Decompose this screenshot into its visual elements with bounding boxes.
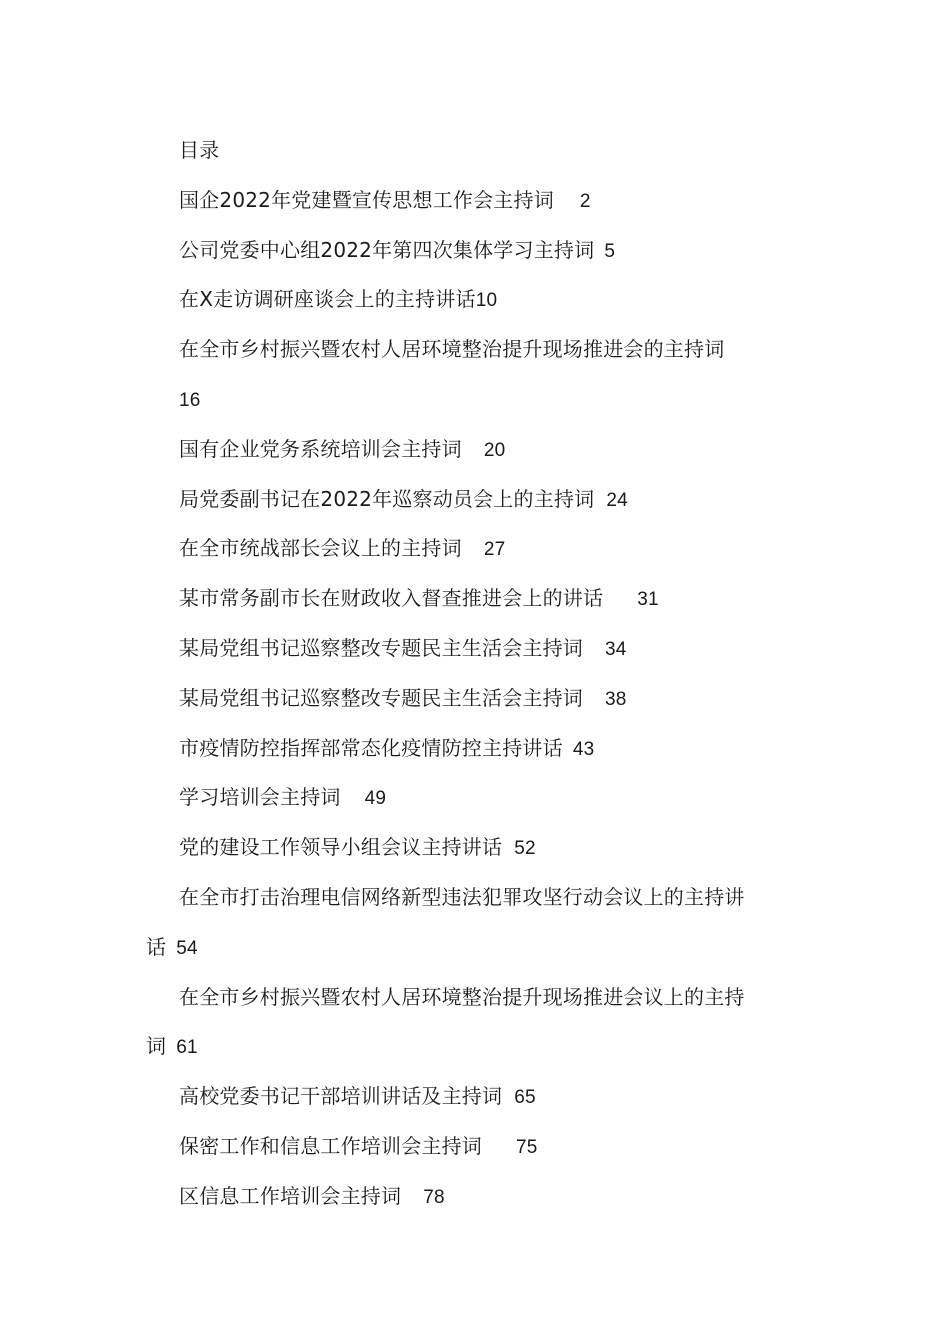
toc-entry-page: 49: [364, 788, 387, 810]
toc-entry-title: 某局党组书记巡察整改专题民主生活会主持词: [179, 685, 583, 710]
toc-entry-page: 24: [606, 489, 628, 511]
toc-entry[interactable]: [146, 475, 816, 525]
toc-entry-page: 65: [514, 1087, 536, 1109]
toc-entry[interactable]: [146, 1122, 816, 1172]
toc-entry[interactable]: [146, 674, 816, 724]
toc-entry-title: 市疫情防控指挥部常态化疫情防控主持讲话: [179, 735, 563, 760]
toc-entry-title-end: 话: [146, 934, 167, 959]
toc-entry-page: 2: [579, 190, 591, 212]
toc-entry-page[interactable]: [146, 375, 816, 425]
toc-entry-continuation[interactable]: [146, 1022, 816, 1072]
toc-entry-page: 54: [176, 937, 198, 959]
toc-entry-page: 43: [572, 738, 595, 760]
toc-entry-title: 某市常务副市长在财政收入督查推进会上的讲话: [179, 586, 604, 611]
toc-entry[interactable]: [146, 176, 816, 226]
toc-entry-title: 公司党委中心组2022年第四次集体学习主持词: [179, 237, 595, 262]
toc-entry[interactable]: [146, 724, 816, 774]
toc-entry-page: 27: [483, 539, 506, 561]
toc-entry-title: 国企2022年党建暨宣传思想工作会主持词: [179, 187, 554, 212]
toc-heading: 目录: [179, 138, 220, 162]
toc-entry-title-line[interactable]: 在全市乡村振兴暨农村人居环境整治提升现场推进会议上的主持: [179, 984, 745, 1009]
toc-entry-title: 学习培训会主持词: [179, 785, 341, 810]
toc-entry-page: 10: [475, 290, 498, 312]
toc-entry[interactable]: [146, 624, 816, 674]
toc-entry-page: 38: [605, 688, 627, 710]
toc-entry[interactable]: [146, 275, 816, 325]
toc-entry-title: 局党委副书记在2022年巡察动员会上的主持词: [179, 486, 595, 511]
toc-entry-page: 61: [176, 1037, 198, 1059]
toc-entry-title: 保密工作和信息工作培训会主持词: [179, 1133, 482, 1158]
toc-entry[interactable]: [146, 1172, 816, 1222]
toc-entry[interactable]: [146, 425, 816, 475]
toc-entry-title: 党的建设工作领导小组会议主持讲话: [179, 835, 503, 860]
toc-entry[interactable]: [146, 574, 816, 624]
toc-entry-page: 5: [604, 240, 616, 262]
toc-entry-title: 在全市统战部长会议上的主持词: [179, 536, 462, 561]
toc-entry[interactable]: [146, 773, 816, 823]
toc-entry-title: 某局党组书记巡察整改专题民主生活会主持词: [179, 635, 583, 660]
toc-entry[interactable]: [146, 1072, 816, 1122]
toc-entry-title-line[interactable]: 在全市乡村振兴暨农村人居环境整治提升现场推进会的主持词: [179, 337, 725, 362]
toc-entry-page: 31: [637, 589, 659, 611]
toc-entry-page-number: 16: [179, 389, 201, 411]
toc-entry-title-end: 词: [146, 1034, 167, 1059]
toc-entry-title: 国有企业党务系统培训会主持词: [179, 436, 462, 461]
toc-entry-page: 78: [423, 1186, 445, 1208]
toc-entry-title: 高校党委书记干部培训讲话及主持词: [179, 1084, 503, 1109]
toc-entry-title: 区信息工作培训会主持词: [179, 1183, 402, 1208]
toc-entry-title-line[interactable]: 在全市打击治理电信网络新型违法犯罪攻坚行动会议上的主持讲: [179, 884, 745, 909]
toc-entry[interactable]: [146, 524, 816, 574]
toc-entry-page: 75: [516, 1136, 538, 1158]
table-of-contents: [146, 126, 816, 1222]
toc-entry-page: 20: [483, 439, 506, 461]
toc-entry-title: 在X走访调研座谈会上的主持讲话: [179, 287, 476, 312]
toc-entry-continuation[interactable]: [146, 923, 816, 973]
toc-entry[interactable]: [146, 823, 816, 873]
toc-entry-page: 34: [605, 638, 627, 660]
toc-entry[interactable]: [146, 226, 816, 276]
toc-entry-page: 52: [514, 838, 536, 860]
